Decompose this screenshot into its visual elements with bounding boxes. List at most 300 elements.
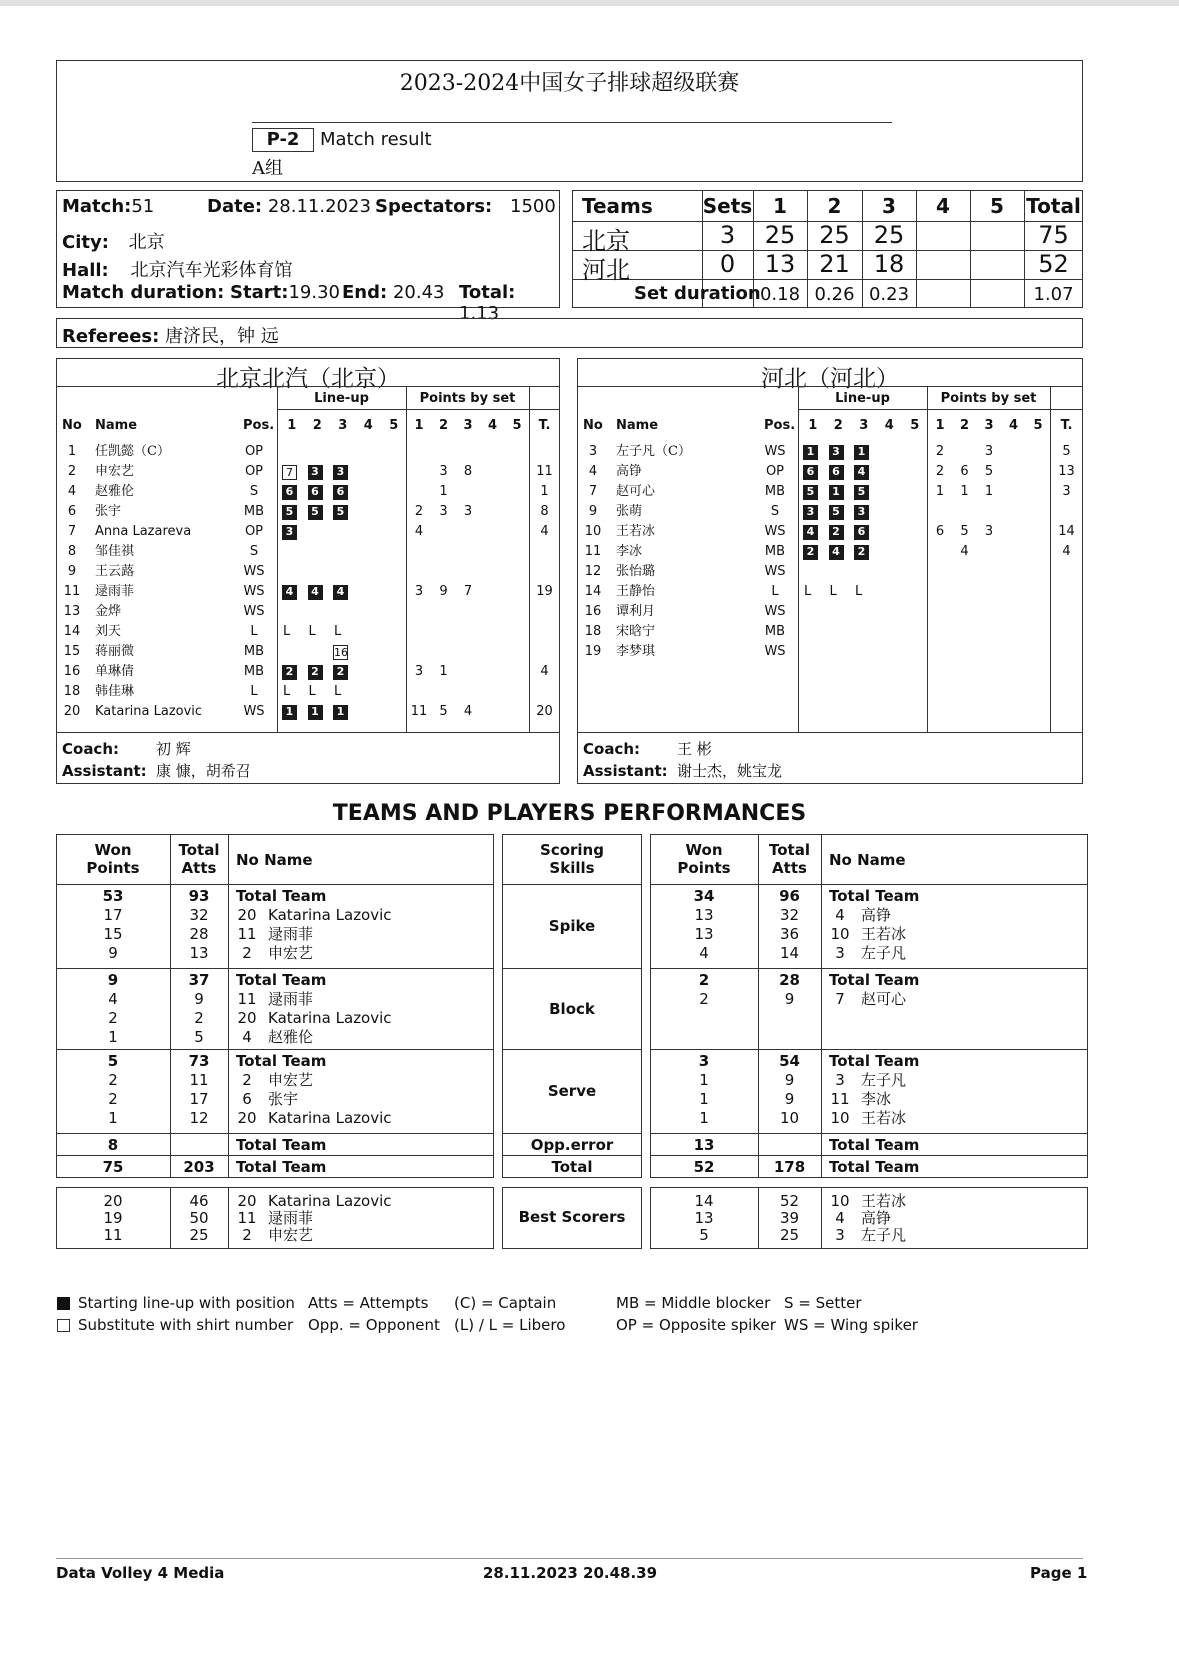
total-atts: 10 — [779, 1109, 800, 1127]
player-number: 11 — [63, 584, 81, 599]
starting-position-box: 3 — [333, 465, 348, 480]
player-number: 12 — [584, 564, 602, 579]
starting-position-box: 3 — [282, 525, 297, 540]
won-points: 2 — [699, 990, 709, 1008]
player-number: 10 — [830, 1109, 850, 1127]
points-total — [1050, 503, 1083, 521]
player-row — [577, 643, 1083, 663]
scoreboard-set-score: 25 — [819, 221, 850, 249]
points-total: 8 — [540, 504, 549, 519]
points-set — [481, 443, 505, 461]
starting-position-box: 6 — [333, 485, 348, 500]
player-row — [577, 543, 1083, 563]
points-set: 1 — [960, 484, 969, 499]
competition-title: 2023-2024中国女子排球超级联赛 — [399, 71, 740, 96]
points-set: 3 — [414, 584, 424, 599]
atts-header: Atts — [772, 859, 807, 877]
perf-row-divider — [502, 1049, 642, 1050]
won-points: 9 — [107, 971, 119, 989]
points-set — [1002, 643, 1026, 661]
duration-label: Match duration: — [62, 282, 225, 303]
perf-col-divider — [821, 834, 822, 1178]
starting-position-box: 1 — [803, 445, 818, 460]
points-set — [481, 463, 505, 481]
total-atts: 12 — [189, 1109, 209, 1127]
match-row — [62, 196, 557, 217]
starting-lineup-swatch — [57, 1297, 70, 1310]
legend-entry: Substitute with shirt number — [78, 1316, 294, 1334]
points-set — [407, 563, 431, 581]
legend-entry: (C) = Captain — [454, 1294, 557, 1312]
points-set — [432, 563, 456, 581]
points-total — [529, 563, 560, 581]
best-scorers-label: Best Scorers — [518, 1208, 626, 1226]
player-position: WS — [243, 584, 265, 599]
starting-position-box: 1 — [282, 705, 297, 720]
perf-row-divider — [56, 1133, 494, 1134]
points-set — [481, 643, 505, 661]
points-header: Points by set — [419, 391, 516, 406]
points-total: 13 — [1058, 464, 1075, 479]
player-name: 金烨 — [95, 604, 122, 619]
points-total — [529, 643, 560, 661]
points-total — [1050, 643, 1083, 661]
player-name: Katarina Lazovic — [268, 1009, 392, 1027]
player-row — [577, 523, 1083, 543]
player-number: 7 — [835, 990, 845, 1008]
coach-name: 初 辉 — [156, 740, 191, 758]
player-row — [56, 663, 560, 683]
starting-position-box: 3 — [854, 505, 869, 520]
perf-row-divider — [650, 1133, 1088, 1134]
points-set — [505, 523, 529, 541]
player-row — [56, 523, 560, 543]
points-set — [432, 643, 456, 661]
atts-header: Total — [178, 841, 220, 859]
player-number: 2 — [242, 1071, 252, 1089]
libero-marker: L — [283, 624, 291, 639]
set-duration-value: 0.23 — [868, 284, 910, 305]
col-lineup-set: 4 — [884, 418, 894, 433]
perf-row-divider — [502, 968, 642, 969]
spectators-count: 1500 — [510, 196, 556, 217]
points-set — [456, 523, 480, 541]
points-total: 19 — [536, 584, 553, 599]
scoreboard-total: 75 — [1038, 221, 1069, 249]
scoreboard-sets-won: 3 — [719, 221, 736, 249]
total-team-label: Total Team — [236, 887, 327, 905]
legend-entry: OP = Opposite spiker — [616, 1316, 776, 1334]
player-number: 10 — [830, 925, 850, 943]
performance-title: TEAMS AND PLAYERS PERFORMANCES — [332, 801, 807, 826]
starting-position-box: 2 — [854, 545, 869, 560]
footer-divider — [56, 1558, 1083, 1559]
points-total: 1 — [540, 484, 549, 499]
perf-row-divider — [502, 884, 642, 885]
points-set — [456, 623, 480, 641]
assistant-label: Assistant: — [583, 762, 668, 780]
starting-position-box: 5 — [308, 505, 323, 520]
start-time: 19.30 — [288, 282, 340, 303]
total-team-label: Total Team — [829, 1136, 920, 1154]
player-name: 高铮 — [861, 1209, 892, 1227]
subheader-divider — [277, 409, 560, 410]
footer-right: Page 1 — [1030, 1564, 1088, 1582]
total-time: 1.13 — [459, 303, 500, 324]
points-set: 4 — [463, 704, 473, 719]
points-set: 1 — [439, 484, 448, 499]
player-position: WS — [764, 604, 786, 619]
player-number: 7 — [588, 484, 598, 499]
col-pos: Pos. — [764, 418, 796, 433]
player-number: 9 — [67, 564, 77, 579]
col-name: Name — [95, 418, 138, 433]
points-set — [1002, 503, 1026, 521]
player-number: 6 — [242, 1090, 252, 1108]
player-name: 单琳倩 — [95, 664, 135, 679]
total-atts: 54 — [779, 1052, 800, 1070]
player-name: 王云蕗 — [95, 564, 135, 579]
total-atts: 5 — [194, 1028, 204, 1046]
points-set — [456, 443, 480, 461]
points-total — [529, 443, 560, 461]
won-points: 1 — [108, 1028, 118, 1046]
points-set — [928, 563, 952, 581]
points-set: 5 — [984, 464, 994, 479]
won-points: 17 — [103, 906, 123, 924]
starting-position-box: 4 — [333, 585, 348, 600]
total-team-label: Total Team — [829, 1158, 920, 1176]
points-total — [1050, 583, 1083, 601]
player-name: 王若冰 — [861, 1109, 907, 1127]
hall-row — [62, 256, 292, 282]
player-row — [56, 603, 560, 623]
col-points-set: 5 — [512, 418, 522, 433]
points-set — [977, 583, 1001, 601]
total-atts: 13 — [189, 944, 209, 962]
points-set — [977, 643, 1001, 661]
points-total — [529, 603, 560, 621]
points-set — [456, 563, 480, 581]
points-set: 4 — [414, 524, 424, 539]
points-set — [928, 603, 952, 621]
perf-col-divider — [821, 1187, 822, 1249]
player-name: 李梦琪 — [616, 644, 656, 659]
scoreboard-header: Total — [1026, 194, 1081, 218]
points-total: 4 — [1062, 544, 1071, 559]
scoreboard-total: 52 — [1038, 250, 1069, 278]
points-set — [1002, 603, 1026, 621]
player-name: 邹佳祺 — [95, 544, 135, 559]
player-name: 刘天 — [95, 624, 122, 639]
points-set — [1026, 503, 1050, 521]
coach-label: Coach: — [583, 740, 641, 758]
no-name-header: No Name — [829, 851, 906, 869]
coach-divider — [577, 732, 1083, 733]
referees-names: 唐济民，钟 远 — [165, 326, 279, 347]
atts-header: Atts — [181, 859, 217, 877]
player-number: 3 — [835, 1071, 845, 1089]
title-divider — [56, 386, 560, 387]
group-label: A组 — [252, 158, 283, 179]
scoreboard-set-score: 25 — [873, 221, 905, 249]
player-name: 逯雨菲 — [268, 1209, 314, 1227]
player-position: L — [250, 624, 258, 639]
coach-divider — [56, 732, 560, 733]
player-name: 左子凡 — [861, 1071, 907, 1089]
perf-row-divider — [650, 968, 1088, 969]
player-name: 李冰 — [861, 1090, 892, 1108]
starting-position-box: 6 — [854, 525, 869, 540]
player-name: 张怡璐 — [616, 564, 656, 579]
total-atts: 96 — [779, 887, 800, 905]
footer-left: Data Volley 4 Media — [56, 1564, 225, 1582]
won-points: 3 — [698, 1052, 710, 1070]
player-position: MB — [243, 504, 265, 519]
points-set: 3 — [463, 504, 473, 519]
points-set: 4 — [960, 544, 969, 559]
total-atts: 28 — [189, 925, 209, 943]
total-atts: 203 — [183, 1158, 215, 1176]
points-set — [928, 623, 952, 641]
total-team-label: Total Team — [236, 1052, 327, 1070]
starting-position-box: 1 — [829, 485, 844, 500]
scoreboard-team-name: 河北 — [582, 256, 630, 284]
player-name: 王若冰 — [861, 1192, 907, 1210]
player-name: Katarina Lazovic — [95, 704, 203, 719]
scoreboard-set-score: 18 — [873, 250, 905, 278]
player-number: 9 — [588, 504, 598, 519]
won-header: Won — [94, 841, 132, 859]
points-set — [456, 643, 480, 661]
points-set — [1002, 543, 1026, 561]
points-set — [953, 503, 977, 521]
points-set: 1 — [984, 484, 994, 499]
points-set — [481, 543, 505, 561]
referees-label: Referees: — [62, 326, 160, 347]
skill-label: Serve — [547, 1082, 597, 1100]
col-total: T. — [538, 418, 551, 433]
legend-entry: WS = Wing spiker — [784, 1316, 918, 1334]
player-row — [56, 503, 560, 523]
col-lineup-set: 3 — [338, 418, 348, 433]
col-points-set: 4 — [1008, 418, 1019, 433]
player-position: WS — [764, 444, 786, 459]
points-total: 3 — [1062, 484, 1071, 499]
points-set — [481, 683, 505, 701]
points-set — [505, 683, 529, 701]
spectators-label: Spectators: — [375, 196, 493, 217]
starting-position-box: 6 — [803, 465, 818, 480]
total-team-label: Total Team — [829, 1052, 920, 1070]
player-number: 14 — [63, 624, 81, 639]
player-number: 18 — [63, 684, 81, 699]
lineup-header: Line-up — [314, 391, 369, 406]
points-set: 11 — [410, 704, 428, 719]
player-row — [577, 623, 1083, 643]
points-set — [432, 543, 456, 561]
total-atts: 93 — [188, 887, 210, 905]
total-atts: 32 — [189, 906, 209, 924]
player-row — [56, 483, 560, 503]
points-set — [1026, 463, 1050, 481]
starting-position-box: 4 — [829, 545, 844, 560]
won-points: 1 — [699, 1090, 709, 1108]
points-total — [529, 683, 560, 701]
player-name: 李冰 — [616, 544, 643, 559]
legend-entry: Opp. = Opponent — [308, 1316, 440, 1334]
points-total — [1050, 563, 1083, 581]
player-number: 16 — [63, 664, 81, 679]
starting-position-box: 2 — [308, 665, 323, 680]
player-row — [56, 643, 560, 663]
skills-header: Skills — [549, 859, 595, 877]
points-set — [1002, 463, 1026, 481]
points-set — [481, 483, 505, 501]
top-shadow — [0, 0, 1179, 6]
points-total: 4 — [540, 664, 549, 679]
player-number: 11 — [584, 544, 602, 559]
substitute-box: 16 — [334, 646, 348, 659]
player-number: 11 — [237, 1209, 257, 1227]
points-set — [432, 623, 456, 641]
col-points-set: 2 — [438, 418, 449, 433]
libero-marker: L — [855, 584, 863, 599]
scoreboard-set-score: 25 — [764, 221, 796, 249]
total-atts: 2 — [194, 1009, 204, 1027]
points-set — [953, 583, 977, 601]
col-lineup-set: 5 — [389, 418, 399, 433]
points-total: 14 — [1058, 524, 1075, 539]
player-number: 4 — [67, 484, 77, 499]
points-set — [505, 503, 529, 521]
player-number: 8 — [67, 544, 77, 559]
points-set — [407, 603, 431, 621]
points-set: 6 — [935, 524, 945, 539]
footer-center: 28.11.2023 20.48.39 — [482, 1564, 658, 1582]
won-points: 1 — [699, 1109, 709, 1127]
player-number: 1 — [67, 444, 77, 459]
skill-label: Opp.error — [530, 1136, 614, 1154]
substitute-swatch — [57, 1319, 70, 1332]
starting-position-box: 2 — [282, 665, 297, 680]
end-label: End: — [342, 282, 388, 303]
player-name: Katarina Lazovic — [268, 906, 392, 924]
starting-position-box: 6 — [282, 485, 297, 500]
player-row — [56, 623, 560, 643]
legend-entry: S = Setter — [784, 1294, 862, 1312]
libero-marker: L — [334, 684, 342, 699]
total-atts: 50 — [189, 1209, 209, 1227]
won-points: 9 — [108, 944, 118, 962]
starting-position-box: 4 — [803, 525, 818, 540]
starting-position-box: 5 — [282, 505, 297, 520]
perf-row-divider — [650, 1049, 1088, 1050]
won-points: 13 — [694, 925, 714, 943]
player-name: 申宏艺 — [268, 944, 314, 962]
player-position: OP — [244, 464, 264, 479]
title-underline — [252, 122, 892, 123]
player-position: MB — [243, 664, 265, 679]
perf-col-divider — [228, 834, 229, 1178]
points-set — [953, 623, 977, 641]
hall-value: 北京汽车光彩体育馆 — [130, 260, 293, 281]
points-set — [407, 463, 431, 481]
points-set — [1002, 443, 1026, 461]
player-row — [577, 443, 1083, 463]
player-number: 11 — [237, 990, 257, 1008]
points-total — [529, 623, 560, 641]
player-number: 11 — [237, 925, 257, 943]
player-position: OP — [244, 444, 264, 459]
player-number: 20 — [63, 704, 81, 719]
team-title: 北京北汽（北京） — [216, 366, 400, 392]
points-set — [407, 543, 431, 561]
total-team-label: Total Team — [236, 1136, 327, 1154]
player-name: 逯雨菲 — [268, 925, 314, 943]
won-points: 4 — [699, 944, 709, 962]
points-set — [481, 523, 505, 541]
points-set — [928, 643, 952, 661]
scoreboard-set-score: 21 — [819, 250, 850, 278]
points-set — [1026, 483, 1050, 501]
referees-row — [62, 322, 279, 348]
col-lineup-set: 5 — [910, 418, 920, 433]
libero-marker: L — [334, 624, 342, 639]
total-atts: 25 — [189, 1226, 209, 1244]
total-team-label: Total Team — [236, 1158, 327, 1176]
points-set — [1026, 623, 1050, 641]
won-points: 2 — [108, 1071, 118, 1089]
player-number: 11 — [830, 1090, 850, 1108]
points-set — [407, 683, 431, 701]
player-number: 13 — [63, 604, 81, 619]
points-set — [505, 623, 529, 641]
coach-label: Coach: — [62, 740, 120, 758]
skills-header: Scoring — [540, 841, 604, 859]
total-atts: 11 — [189, 1071, 209, 1089]
total-atts: 9 — [784, 1090, 795, 1108]
points-set — [1002, 523, 1026, 541]
player-row — [56, 563, 560, 583]
points-set — [407, 643, 431, 661]
scoreboard-header: 4 — [936, 194, 950, 218]
won-points: 13 — [694, 906, 714, 924]
city-row — [62, 228, 165, 254]
points-set: 3 — [439, 504, 448, 519]
points-total — [1050, 603, 1083, 621]
legend-entry: MB = Middle blocker — [616, 1294, 771, 1312]
total-atts: 17 — [189, 1090, 209, 1108]
player-number: 2 — [242, 944, 252, 962]
points-set — [481, 703, 505, 721]
points-set — [407, 623, 431, 641]
total-atts: 32 — [779, 906, 800, 924]
col-no: No — [583, 418, 603, 433]
player-position: MB — [764, 484, 786, 499]
player-number: 4 — [835, 1209, 845, 1227]
points-set — [505, 463, 529, 481]
report-code: P-2 — [252, 128, 314, 152]
points-set: 5 — [439, 704, 448, 719]
won-points: 53 — [102, 887, 124, 905]
player-name: Anna Lazareva — [95, 524, 192, 539]
points-set — [505, 663, 529, 681]
scoreboard-team-name: 北京 — [582, 227, 630, 255]
player-row — [577, 583, 1083, 603]
player-row — [56, 463, 560, 483]
points-set: 9 — [439, 584, 448, 599]
